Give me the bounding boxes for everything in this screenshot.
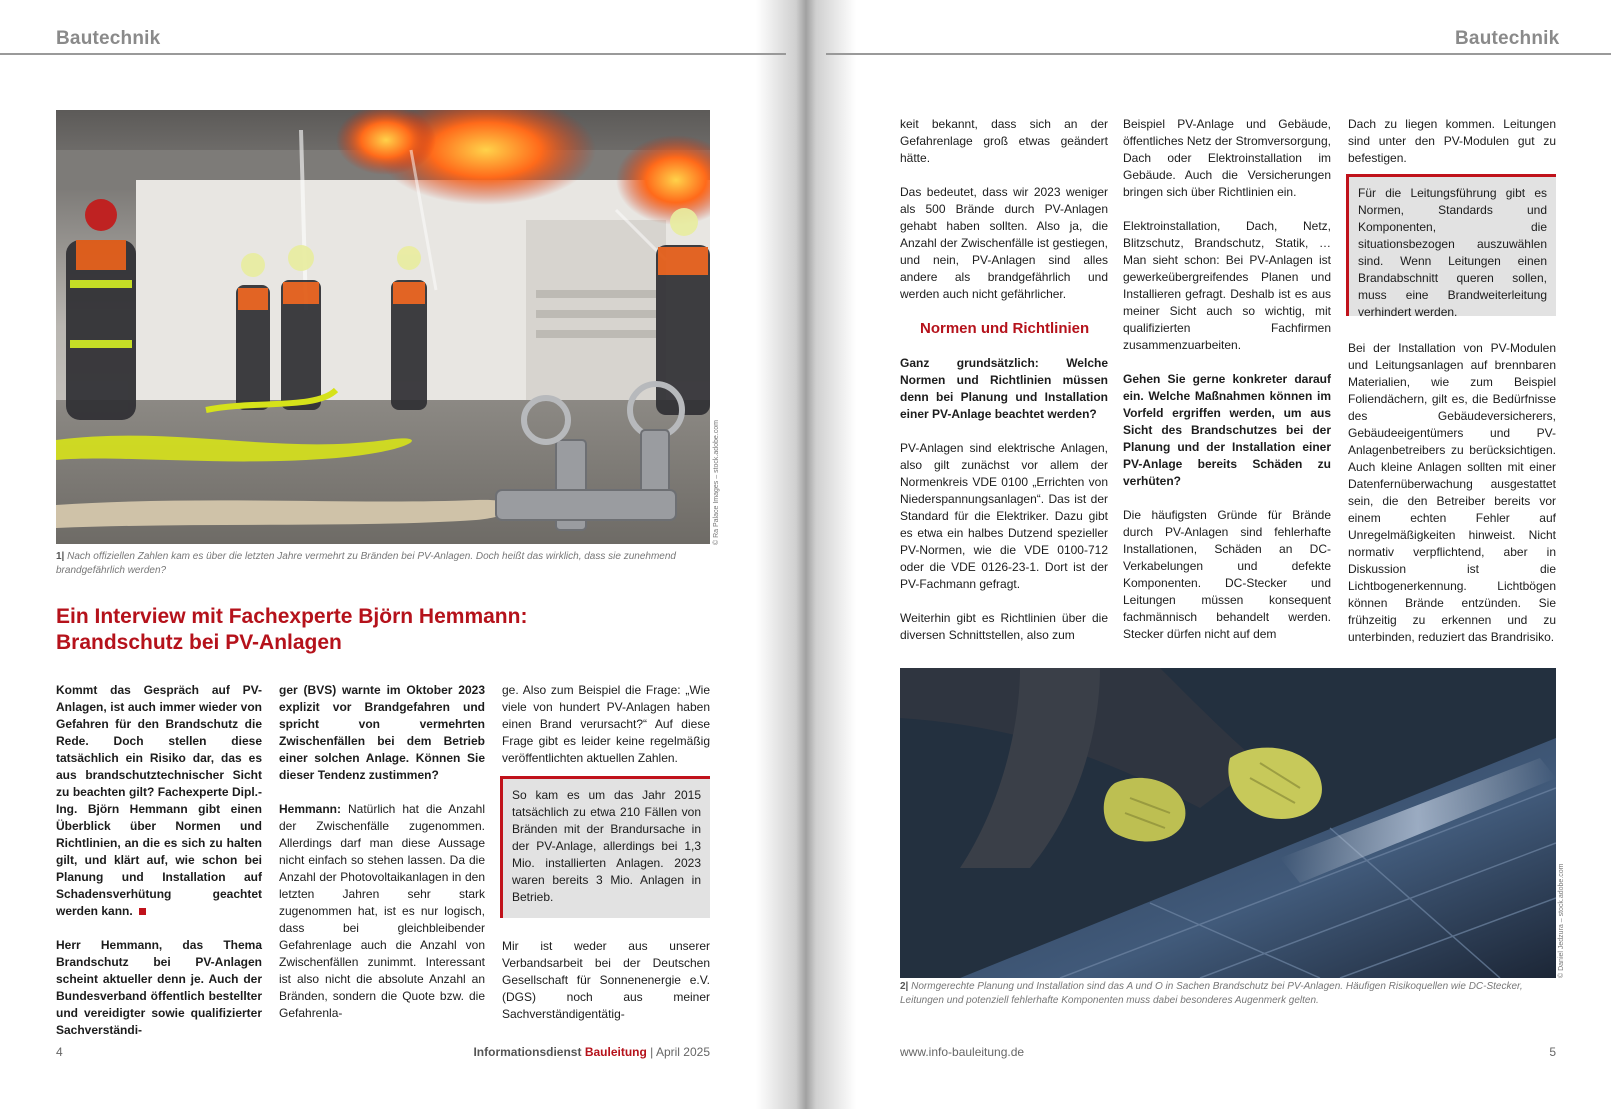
answer-text-more: Mir ist weder aus unserer Verbandsarbeit bei der Deutschen Gesellschaft für Sonnenenergie e.V. (DGS) noch aus meiner Sachverständigentätig-: [502, 939, 710, 1021]
highlight-box: So kam es um das Jahr 2015 tatsächlich zu etwa 210 Fällen von Bränden mit der Brandursache in der PV-Anlage, allerdings bei 1,3 Mio. installierten Anlagen. 2023 waren bereits 3 Mio. Anlagen in Betrieb.: [500, 776, 710, 918]
headline-line-1: Ein Interview mit Fachexperte Björn Hemmann:: [56, 605, 528, 628]
trades-text: Elektroinstallation, Dach, Netz, Blitzschutz, Brandschutz, Statik, … Man sieht schon: Bei PV-Anlagen ist gewerkeübergreifendes Planen und Installieren gefragt. Deshalb ist es aus meiner Sicht auch so wichtig, mit qualifizierten Fachfirmen zusammenzuarbeiten.: [1123, 219, 1331, 352]
footer-separator: |: [650, 1045, 654, 1059]
end-mark-icon: [139, 908, 146, 915]
guidelines-text: Weiterhin gibt es Richtlinien über die diversen Schnittstellen, also zum: [900, 611, 1108, 642]
website-link[interactable]: www.info-bauleitung.de: [900, 1045, 1025, 1059]
left-column-1: [56, 682, 262, 1056]
issue-date: April 2025: [655, 1045, 710, 1059]
photo-credit: © Ra Palace Images – stock.adobe.com: [713, 420, 720, 545]
intro-text: Kommt das Gespräch auf PV-Anlagen, ist auch immer wieder von Gefahren für den Brandschutz die Rede. Doch stellen diese tatsächlich ein Risiko dar, das es aus brandschutztechnischer Sicht zu beachten gilt? Fachexperte Dipl.-Ing. Björn Hemmann gibt einen Überblick über Normen und Richtlinien, an die es sich zu halten gilt, und klärt auf, wie schon bei Planung und Installation auf Schadensverhütung geachtet werden kann.: [56, 683, 262, 918]
running-head: Bautechnik: [1455, 28, 1560, 49]
right-page: [808, 0, 1611, 1109]
highlight-box: Für die Leitungsführung gibt es Normen, Standards und Komponenten, die situationsbezogen auszuwählen sind. Wenn Leitungen einen Brandabschnitt queren sollen, muss eine Brandweiterleitung verhindert werden.: [1346, 174, 1556, 316]
answer-text-cont: ge. Also zum Beispiel die Frage: „Wie viele von hundert PV-Anlagen haben einen Brand verursacht?“ Auf diese Frage gibt es leider keine regelmäßig veröffentlichten aktuellen Zahlen.: [502, 683, 710, 765]
caption-text: Normgerechte Planung und Installation sind das A und O in Sachen Brandschutz bei PV-Anlagen. Häufigen Risikoquellen wie DC-Stecker, Leitungen und potenziell fehlerhafte Komponenten muss dabei besonderes Augenmerk gelten.: [900, 981, 1523, 1006]
running-head: Bautechnik: [56, 28, 161, 49]
interfaces-text: Beispiel PV-Anlage und Gebäude, öffentliches Netz der Stromversorgung, Dach oder Elektroinstallation im Gebäude. Auch die Versicherungen bringen sich über Richtlinien ein.: [1123, 117, 1331, 199]
photo-credit: © Daniel Jedzura – stock.adobe.com: [1558, 863, 1565, 978]
firefighters-photo: [56, 110, 710, 544]
answer-conclusion: Das bedeutet, dass wir 2023 weniger als 500 Brände durch PV-Anlagen gehabt haben sollten. Also ja, die Anzahl der Zwischenfälle ist gestiegen, und nein, PV-Anlagen sind alles andere als brandgefährlich und werden auch nicht gefährlicher.: [900, 185, 1108, 301]
caption-number: 2|: [900, 981, 909, 992]
interview-question: Herr Hemmann, das Thema Brandschutz bei PV-Anlagen scheint aktueller denn je. Auch der Bundesverband öffentlich bestellter und vereidigter sowie qualifizierter Sachverständi-: [56, 938, 262, 1037]
interview-question-measures: Gehen Sie gerne konkreter darauf ein. Welche Maßnahmen können im Vorfeld ergriffen werden, um aus Sicht des Brandschutzes bei der Planung und der Installation einer PV-Anlage bereits Schäden zu verhüten?: [1123, 372, 1331, 488]
causes-text: Die häufigsten Gründe für Brände durch PV-Anlagen sind fehlerhafte Installationen, Schäden an DC-Verkabelungen und defekte Komponenten. DC-Stecker und Leitungen müssen konsequent fachmännisch behandelt werden. Stecker dürfen nicht auf dem: [1123, 508, 1331, 641]
solar-panel-illustration: [900, 668, 1556, 978]
page-number-left: 4: [56, 1045, 63, 1059]
photo-caption: [900, 980, 1556, 1008]
left-column-3: [502, 682, 710, 784]
page-number-right: 5: [1549, 1045, 1556, 1059]
publication-footer: [469, 1045, 710, 1059]
speaker-label: Hemmann:: [279, 802, 342, 816]
left-column-3-after-box: [502, 938, 710, 1040]
right-column-3-after-box: [1348, 340, 1556, 663]
caption-number: 1|: [56, 551, 65, 562]
header-rule: [0, 53, 786, 55]
right-column-1: [900, 116, 1108, 661]
interview-question-norms: Ganz grundsätzlich: Welche Normen und Richtlinien müssen denn bei Planung und Installation einer PV-Anlage beachtet werden?: [900, 356, 1108, 421]
mounting-text: Dach zu liegen kommen. Leitungen sind unter den PV-Modulen gut zu befestigen.: [1348, 117, 1556, 165]
solar-panel-photo: [900, 668, 1556, 978]
caption-text: Nach offiziellen Zahlen kam es über die letzten Jahre vermehrt zu Bränden bei PV-Anlagen. Doch heißt das wirklich, dass sie zunehmend brandgefährlich werden?: [56, 551, 676, 576]
right-column-2: [1123, 116, 1331, 660]
left-column-2: [279, 682, 485, 1039]
headline-line-2: Brandschutz bei PV-Anlagen: [56, 631, 342, 654]
answer-text: Natürlich hat die Anzahl der Zwischenfälle zugenommen. Allerdings darf man diese Aussage nicht einfach so stehen lassen. Da die Anzahl der Photovoltaikanlagen in den letzten Jahren sehr stark zugenommen hat, ist es nur logisch, dass bei gleichbleibender Gefahrenlage auch die Anzahl von Zwischenfällen zunimmt. Interessant ist also nicht die absolute Anzahl an Bränden, sondern die Quote bzw. die Gefahrenla-: [279, 802, 485, 1020]
interview-question-cont: ger (BVS) warnte im Oktober 2023 explizit vor Brandgefahren und spricht von vermehrten Zwischenfällen bei dem Betrieb einer solchen Anlage. Können Sie dieser Tendenz zustimmen?: [279, 683, 485, 782]
header-rule: [826, 53, 1611, 55]
section-subheading: Normen und Richtlinien: [920, 320, 1090, 337]
answer-text-end: keit bekannt, dass sich an der Gefahrenlage groß etwas geändert hätte.: [900, 117, 1108, 165]
firefighters-illustration: [56, 110, 710, 544]
publication-name: Informationsdienst: [473, 1045, 582, 1059]
norms-answer: PV-Anlagen sind elektrische Anlagen, also gilt zunächst vor allem der Normenkreis VDE 0100 „Errichten von Niederspannungsanlagen“. Das ist der Standard für die Elektriker. Dazu gibt es etwa ein halbes Dutzend spezieller PV-Normen, wie die VDE 0100-712 oder die VDE 0126-23-1. Dort ist der PV-Fachmann gefragt.: [900, 441, 1108, 591]
article-headline: [56, 604, 616, 656]
installation-text: Bei der Installation von PV-Modulen und Leitungsanlagen auf brennbaren Materialien, wie zum Beispiel Foliendächern, gilt es, die Bedürfnisse des Gebäudeversicherers, Gebäudeeigentümers und PV-Anlagenbetreibers zu berücksichtigen. Auch kleine Anlagen sollten mit einer Datenfernüberwachung ausgestattet sein, die den Betreiber bereits vor einem echten Fehler auf Unregelmäßigkeiten hinweist. Nicht normativ verpflichtend, aber in Diskussion ist die Lichtbogenerkennung. Lichtbögen können Brände entzünden. Sie frühzeitig zu erkennen und zu unterbinden, reduziert das Brandrisiko.: [1348, 341, 1556, 644]
publication-brand: Bauleitung: [584, 1045, 647, 1059]
photo-caption: [56, 550, 710, 578]
